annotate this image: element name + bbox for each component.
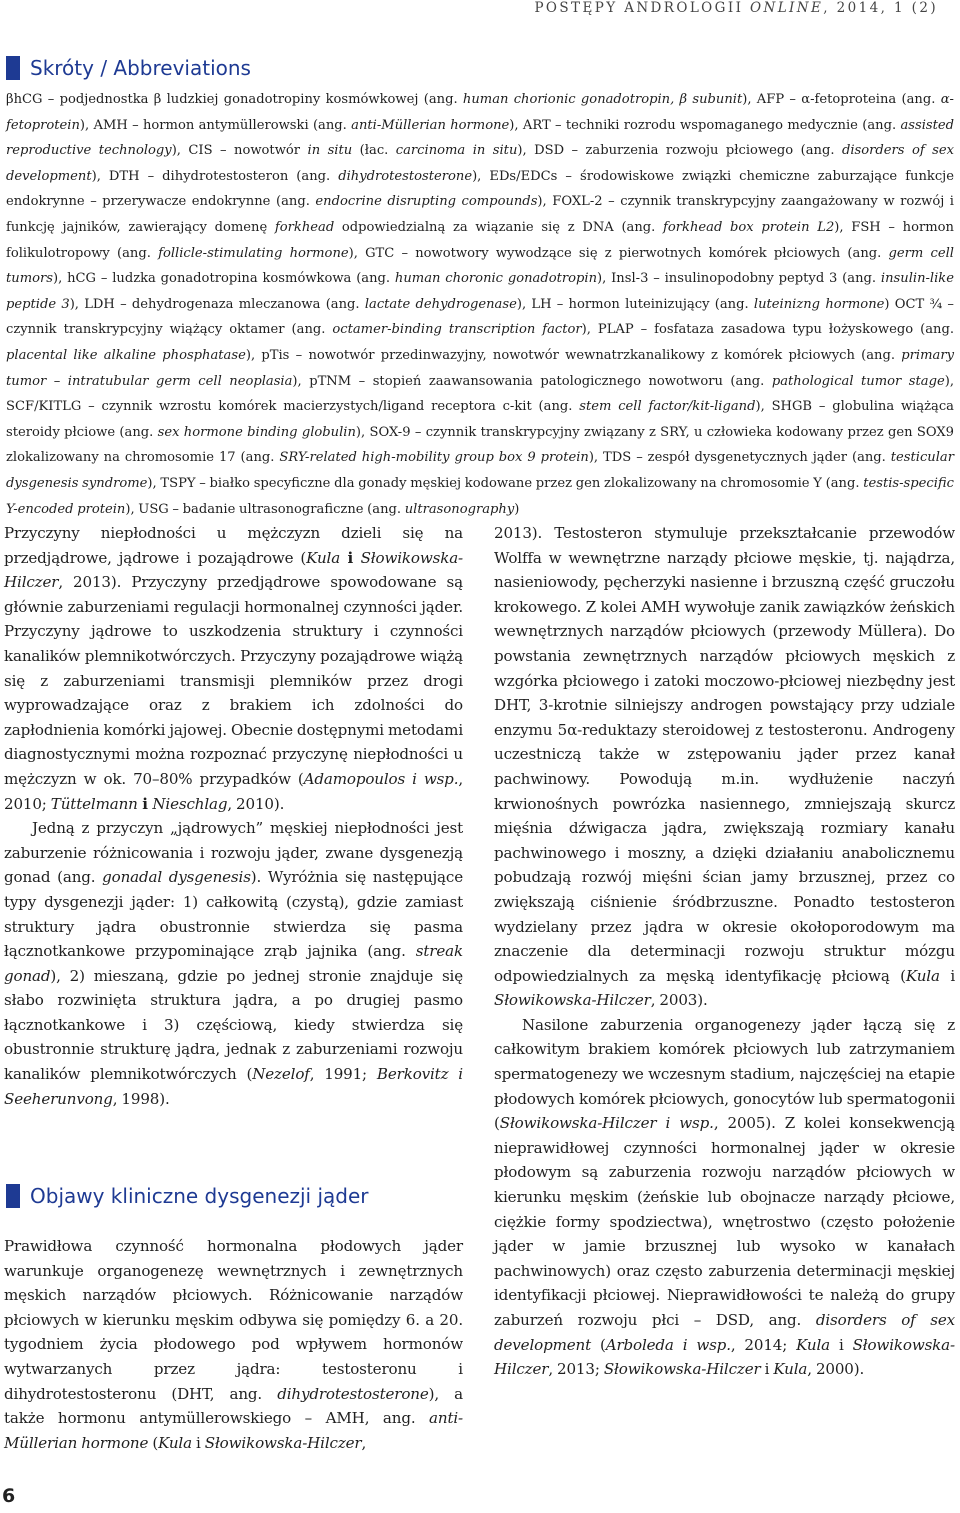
left-column-section: [4, 1234, 463, 1455]
text-run: ), FSH – hormon folikulotropowy (ang.: [6, 219, 954, 261]
italic-run: streak gonad: [4, 942, 463, 985]
italic-run: Słowikowska-Hilczer: [4, 548, 463, 592]
text-run: i: [191, 1433, 205, 1452]
italic-run: Berkovitz i Seeherunvong: [4, 1065, 463, 1108]
italic-run: Tüttelmann: [50, 794, 138, 813]
text-run: ), SOX-9 – czynnik transkrypcyjny związany z SRY, u człowieka kodowany przez gen SOX9 zlokalizowany na chromosomie 17 (ang.: [6, 424, 954, 466]
text-run: ), AFP – α-fetoproteina (ang.: [742, 92, 941, 107]
italic-run: carcinoma in situ: [395, 143, 518, 159]
text-run: ), FOXL-2 – czynnik transkrypcyjny zaangażowany w rozwój i funkcję jajników, zawierający domenę: [6, 194, 954, 235]
italic-run: α-fetoprotein: [6, 92, 954, 133]
heading-marker: [6, 1184, 20, 1208]
italic-run: Adamopoulos i wsp.: [303, 769, 459, 788]
italic-run: Słowikowska-Hilczer: [603, 1360, 761, 1379]
section-title: Objawy kliniczne dysgenezji jąder: [30, 1184, 369, 1208]
italic-run: disorders of sex development: [6, 143, 955, 184]
heading-marker: [6, 56, 20, 80]
text-run: , 2013). Przyczyny przedjądrowe spowodowane są głównie zaburzeniami regulacji hormonalnej czynności jąder. Przyczyny jądrowe to uszkodzenia struktury i czynności kanalików plemnikotwórczych. Przyczyny pozajądrowe wiążą się z zaburzeniami transmisji plemników przez drogi wyprowadzające oraz z brakiem ich zdolności do zapłodnienia komórki jajowej. Obecnie dostępnymi metodami diagnostycznymi można rozpoznać przyczynę niepłodności u mężczyzn w ok. 70–80% przypadków (: [4, 573, 463, 788]
italic-run: dihydrotestosterone: [277, 1384, 429, 1403]
left-column: [4, 521, 463, 1111]
text-run: ), DTH – dihydrotestosteron (ang.: [91, 168, 339, 184]
text-run: ), SHGB – globulina wiążąca steroidy płciowe (ang.: [6, 399, 954, 440]
text-run: (: [591, 1335, 606, 1354]
text-run: , 1998).: [112, 1089, 170, 1108]
text-run: , 2010).: [227, 794, 285, 813]
text-run: , 2014;: [730, 1335, 797, 1354]
text-run: ), DSD – zaburzenia rozwoju płciowego (ang.: [517, 143, 842, 159]
text-run: i: [760, 1360, 774, 1379]
text-run: ), 2) mieszaną, gdzie po jednej stronie znajduje się słabo rozwinięta struktura jądra, a po drugiej pasmo łącznotkankowe i 3) częściową, kiedy stwierdza się obustronnie strukturę jądra, jednak z zaburzeniami rozwoju kanalików plemnikotwórczych (: [4, 966, 463, 1084]
text-run: ,: [361, 1433, 367, 1452]
text-run: odpowiedzialną za wiązanie się z DNA (ang.: [334, 219, 664, 235]
italic-run: Nezelof: [252, 1065, 310, 1084]
italic-run: gonadal dysgenesis: [102, 868, 251, 887]
italic-run: in situ: [307, 143, 353, 159]
text-run: Nasilone zaburzenia organogenezy jąder łączą się z całkowitym brakiem komórek płciowych lub zatrzymaniem spermatogenezy we wczesnym stadium, najczęściej na etapie płodowych komórek płciowych, gonocytów lub spermatogonii (: [494, 1015, 955, 1133]
page-number: 6: [2, 1485, 16, 1507]
italic-run: primary tumor – intratubular germ cell neoplasia: [6, 347, 954, 389]
text-run: ), hCG – ludzka gonadotropina kosmówkowa (ang.: [52, 271, 395, 287]
text-run: ), USG – badanie ultrasonograficzne (ang.: [125, 501, 405, 517]
italic-run: forkhead: [274, 219, 335, 235]
text-run: Przyczyny niepłodności u mężczyzn dzieli się na przedjądrowe, jądrowe i pozajądrowe (: [4, 524, 463, 567]
italic-run: Kula: [773, 1360, 808, 1379]
text-run: ), CIS – nowotwór: [171, 143, 308, 159]
italic-run: anti-Müllerian hormone: [351, 117, 510, 133]
italic-run: lactate dehydrogenase: [364, 296, 517, 312]
text-run: , 2000).: [807, 1360, 865, 1379]
italic-run: insulin-like peptide 3: [6, 271, 954, 312]
text-run: (: [148, 1433, 159, 1452]
italic-run: luteinizng hormone: [753, 296, 885, 312]
abbreviations-title: Skróty / Abbreviations: [30, 56, 251, 80]
text-run: ), ART – techniki rozrodu wspomaganego medycznie (ang.: [509, 117, 901, 133]
text-run: ), TDS – zespół dysgenetycznych jąder (ang.: [588, 450, 891, 466]
italic-run: Słowikowska-Hilczer: [494, 991, 651, 1010]
text-run: ), pTis – nowotwór przedinwazyjny, nowotwór wewnatrzkanalikowy z komórek płciowych (ang.: [245, 347, 902, 363]
text-run: ): [514, 501, 520, 517]
text-run: ), a także hormonu antymüllerowskiego – AMH, ang.: [4, 1384, 463, 1428]
text-run: ), pTNM – stopień zaawansowania patologicznego nowotworu (ang.: [292, 373, 772, 389]
italic-run: Słowikowska-Hilczer: [494, 1335, 955, 1379]
journal-online: ONLINE: [750, 0, 824, 16]
text-run: i: [830, 1335, 853, 1354]
text-run: βhCG – podjednostka β ludzkiej gonadotropiny kosmówkowej (ang.: [6, 92, 463, 107]
italic-run: ultrasonography: [404, 501, 515, 517]
italic-run: Kula: [306, 548, 341, 567]
text-run: ), TSPY – białko specyficzne dla gonady męskiej kodowane przez gen zlokalizowany na chromosomie Y (ang.: [147, 475, 864, 491]
body-paragraph: [4, 1234, 463, 1455]
text-run: ), AMH – hormon antymüllerowski (ang.: [79, 117, 352, 133]
italic-run: stem cell factor/kit-ligand: [579, 399, 756, 415]
italic-run: pathological tumor stage: [771, 373, 945, 389]
text-run: 2013). Testosteron stymuluje przekształcanie przewodów Wolffa w wewnętrzne narządy płciowe męskie, tj. najądrza, nasieniowody, pęcherzyki nasienne i brzuszną część gruczołu krokowego. Z kolei AMH wywołuje zanik zawiązków żeńskich wewnętrznych narządów płciowych (przewody Müllera). Do powstania zewnętrznych narządów płciowych męskich z wzgórka płciowego i zatoki moczowo-płciowej niezbędny jest DHT, 3-krotnie silniejszy androgen powstający przy udziale enzymu 5α-reduktazy steroidowej z testosteronu. Androgeny uczestniczą także w zstępowaniu jąder przez kanał pachwinowy. Powodują m.in. wydłużenie naczyń krwionośnych powrózka nasiennego, zmniejszają skurcz mięśnia dźwigacza jądra, zwiększają rozmiary kanału pachwinowego i moszny, a dzięki działaniu anabolicznemu pobudzają rozwój mięśni ścian jamy brzusznej, przez co zwiększają ciśnienie śródbrzuszne. Ponadto testosteron wydzielany przez jądra w okresie okołoporodowym ma znaczenie dla determinacji rozwoju struktur mózgu odpowiedzialnych za męską identyfikację płciową (: [494, 524, 955, 985]
italic-run: Słowikowska-Hilczer i wsp.: [499, 1114, 714, 1133]
journal-issue: , 2014, 1 (2): [823, 0, 938, 16]
text-run: Jedną z przyczyn „jądrowych” męskiej niepłodności jest zaburzenie różnicowania i rozwoju jąder, zwane dysgenezją gonad (ang.: [4, 819, 463, 887]
italic-run: SRY-related high-mobility group box 9 protein: [279, 450, 589, 466]
italic-run: testicular dysgenesis syndrome: [6, 450, 954, 491]
text-run: ), Insl-3 – insulinopodobny peptyd 3 (ang.: [597, 271, 881, 287]
italic-run: germ cell tumors: [6, 245, 954, 287]
italic-run: human choronic gonadotropin: [394, 271, 598, 287]
italic-run: octamer-binding transcription factor: [332, 322, 582, 338]
italic-run: Arboleda i wsp.: [605, 1335, 731, 1354]
text-run: ) OCT ¾ – czynnik transkrypcyjny wiążący oktamer (ang.: [6, 296, 954, 338]
italic-run: forkhead box protein L2: [663, 219, 835, 235]
italic-run: placental like alkaline phosphatase: [6, 347, 246, 363]
italic-run: endocrine disrupting compounds: [315, 194, 538, 210]
italic-run: Nieschlag: [152, 794, 228, 813]
body-paragraph: [4, 521, 463, 816]
text-run: , 2010;: [4, 769, 463, 813]
italic-run: anti-Müllerian hormone: [4, 1409, 463, 1452]
abbreviations-heading: [6, 56, 251, 80]
text-run: ), GTC – nowotwory wywodzące się z pierwotnych komórek płciowych (ang.: [348, 245, 889, 261]
italic-run: sex hormone binding globulin: [157, 424, 356, 440]
text-run: ), LDH – dehydrogenaza mleczanowa (ang.: [69, 296, 365, 312]
body-paragraph: [494, 1013, 955, 1382]
text-run: , 2003).: [650, 991, 708, 1010]
right-column: [494, 521, 955, 1382]
italic-run: Kula: [158, 1433, 192, 1452]
body-paragraph: [494, 521, 955, 1013]
italic-run: Kula: [905, 966, 940, 985]
text-run: Prawidłowa czynność hormonalna płodowych jąder warunkuje organogenezę wewnętrznych i zewnętrznych męskich narządów płciowych. Różnicowanie narządów płciowych w kierunku męskim odbywa się pomiędzy 6. a 20. tygodniem życia płodowego pod wpływem hormonów wytwarzanych przez jądra: testosteronu i dihydrotestosteronu (DHT, ang.: [4, 1237, 463, 1403]
text-run: ), PLAP – fosfataza zasadowa typu łożyskowego (ang.: [581, 322, 954, 338]
text-run: ), EDs/EDCs – środowiskowe związki chemiczne zaburzające funkcje endokrynne – przerywacze endokrynne (ang.: [6, 168, 954, 210]
italic-run: testis-specific Y-encoded protein: [6, 475, 954, 517]
journal-name: POSTĘPY ANDROLOGII: [534, 0, 744, 16]
body-paragraph: [4, 816, 463, 1111]
italic-run: disorders of sex development: [494, 1311, 955, 1354]
running-head: [534, 0, 938, 16]
text-run: (łac.: [352, 143, 396, 159]
text-run: ), LH – hormon luteinizujący (ang.: [516, 296, 754, 312]
bold-run: i: [340, 548, 361, 567]
text-run: i: [939, 966, 955, 985]
section-heading: [6, 1184, 369, 1208]
abbreviations-list: [6, 87, 954, 522]
text-run: ). Wyróżnia się następujące typy dysgenezji jąder: 1) całkowitą (czystą), gdzie zamiast struktury jądra obustronnie stwierdza się pasma łącznotkankowe przypominające zrąb jajnika (ang.: [4, 868, 463, 961]
text-run: , 1991;: [309, 1065, 377, 1084]
italic-run: human chorionic gonadotropin, β subunit: [462, 92, 743, 107]
italic-run: Kula: [796, 1335, 831, 1354]
italic-run: dihydrotestosterone: [338, 168, 473, 184]
italic-run: assisted reproductive technology: [6, 117, 954, 159]
text-run: , 2013;: [548, 1360, 604, 1379]
text-run: ), SCF/KITLG – czynnik wzrostu komórek macierzystych/ligand receptora c-kit (ang.: [6, 373, 954, 415]
bold-run: i: [137, 794, 153, 813]
italic-run: follicle-stimulating hormone: [158, 245, 349, 261]
text-run: , 2005). Z kolei konsekwencją nieprawidłowej czynności hormonalnej jąder w okresie płodowym są zaburzenia rozwoju narządów płciowych w kierunku męskim (żeńskie lub obojnacze narządy płciowe, ciężkie formy spodziectwa), wnętrostwo (często położenie jąder w jamie brzusznej lub wysoko w kanałach pachwinowych) oraz często zaburzenia determinacji męskiej identyfikacji płciowej. Nieprawidłowości te należą do grupy zaburzeń rozwoju płci – DSD, ang.: [494, 1114, 955, 1329]
italic-run: Słowikowska-Hilczer: [204, 1433, 362, 1452]
